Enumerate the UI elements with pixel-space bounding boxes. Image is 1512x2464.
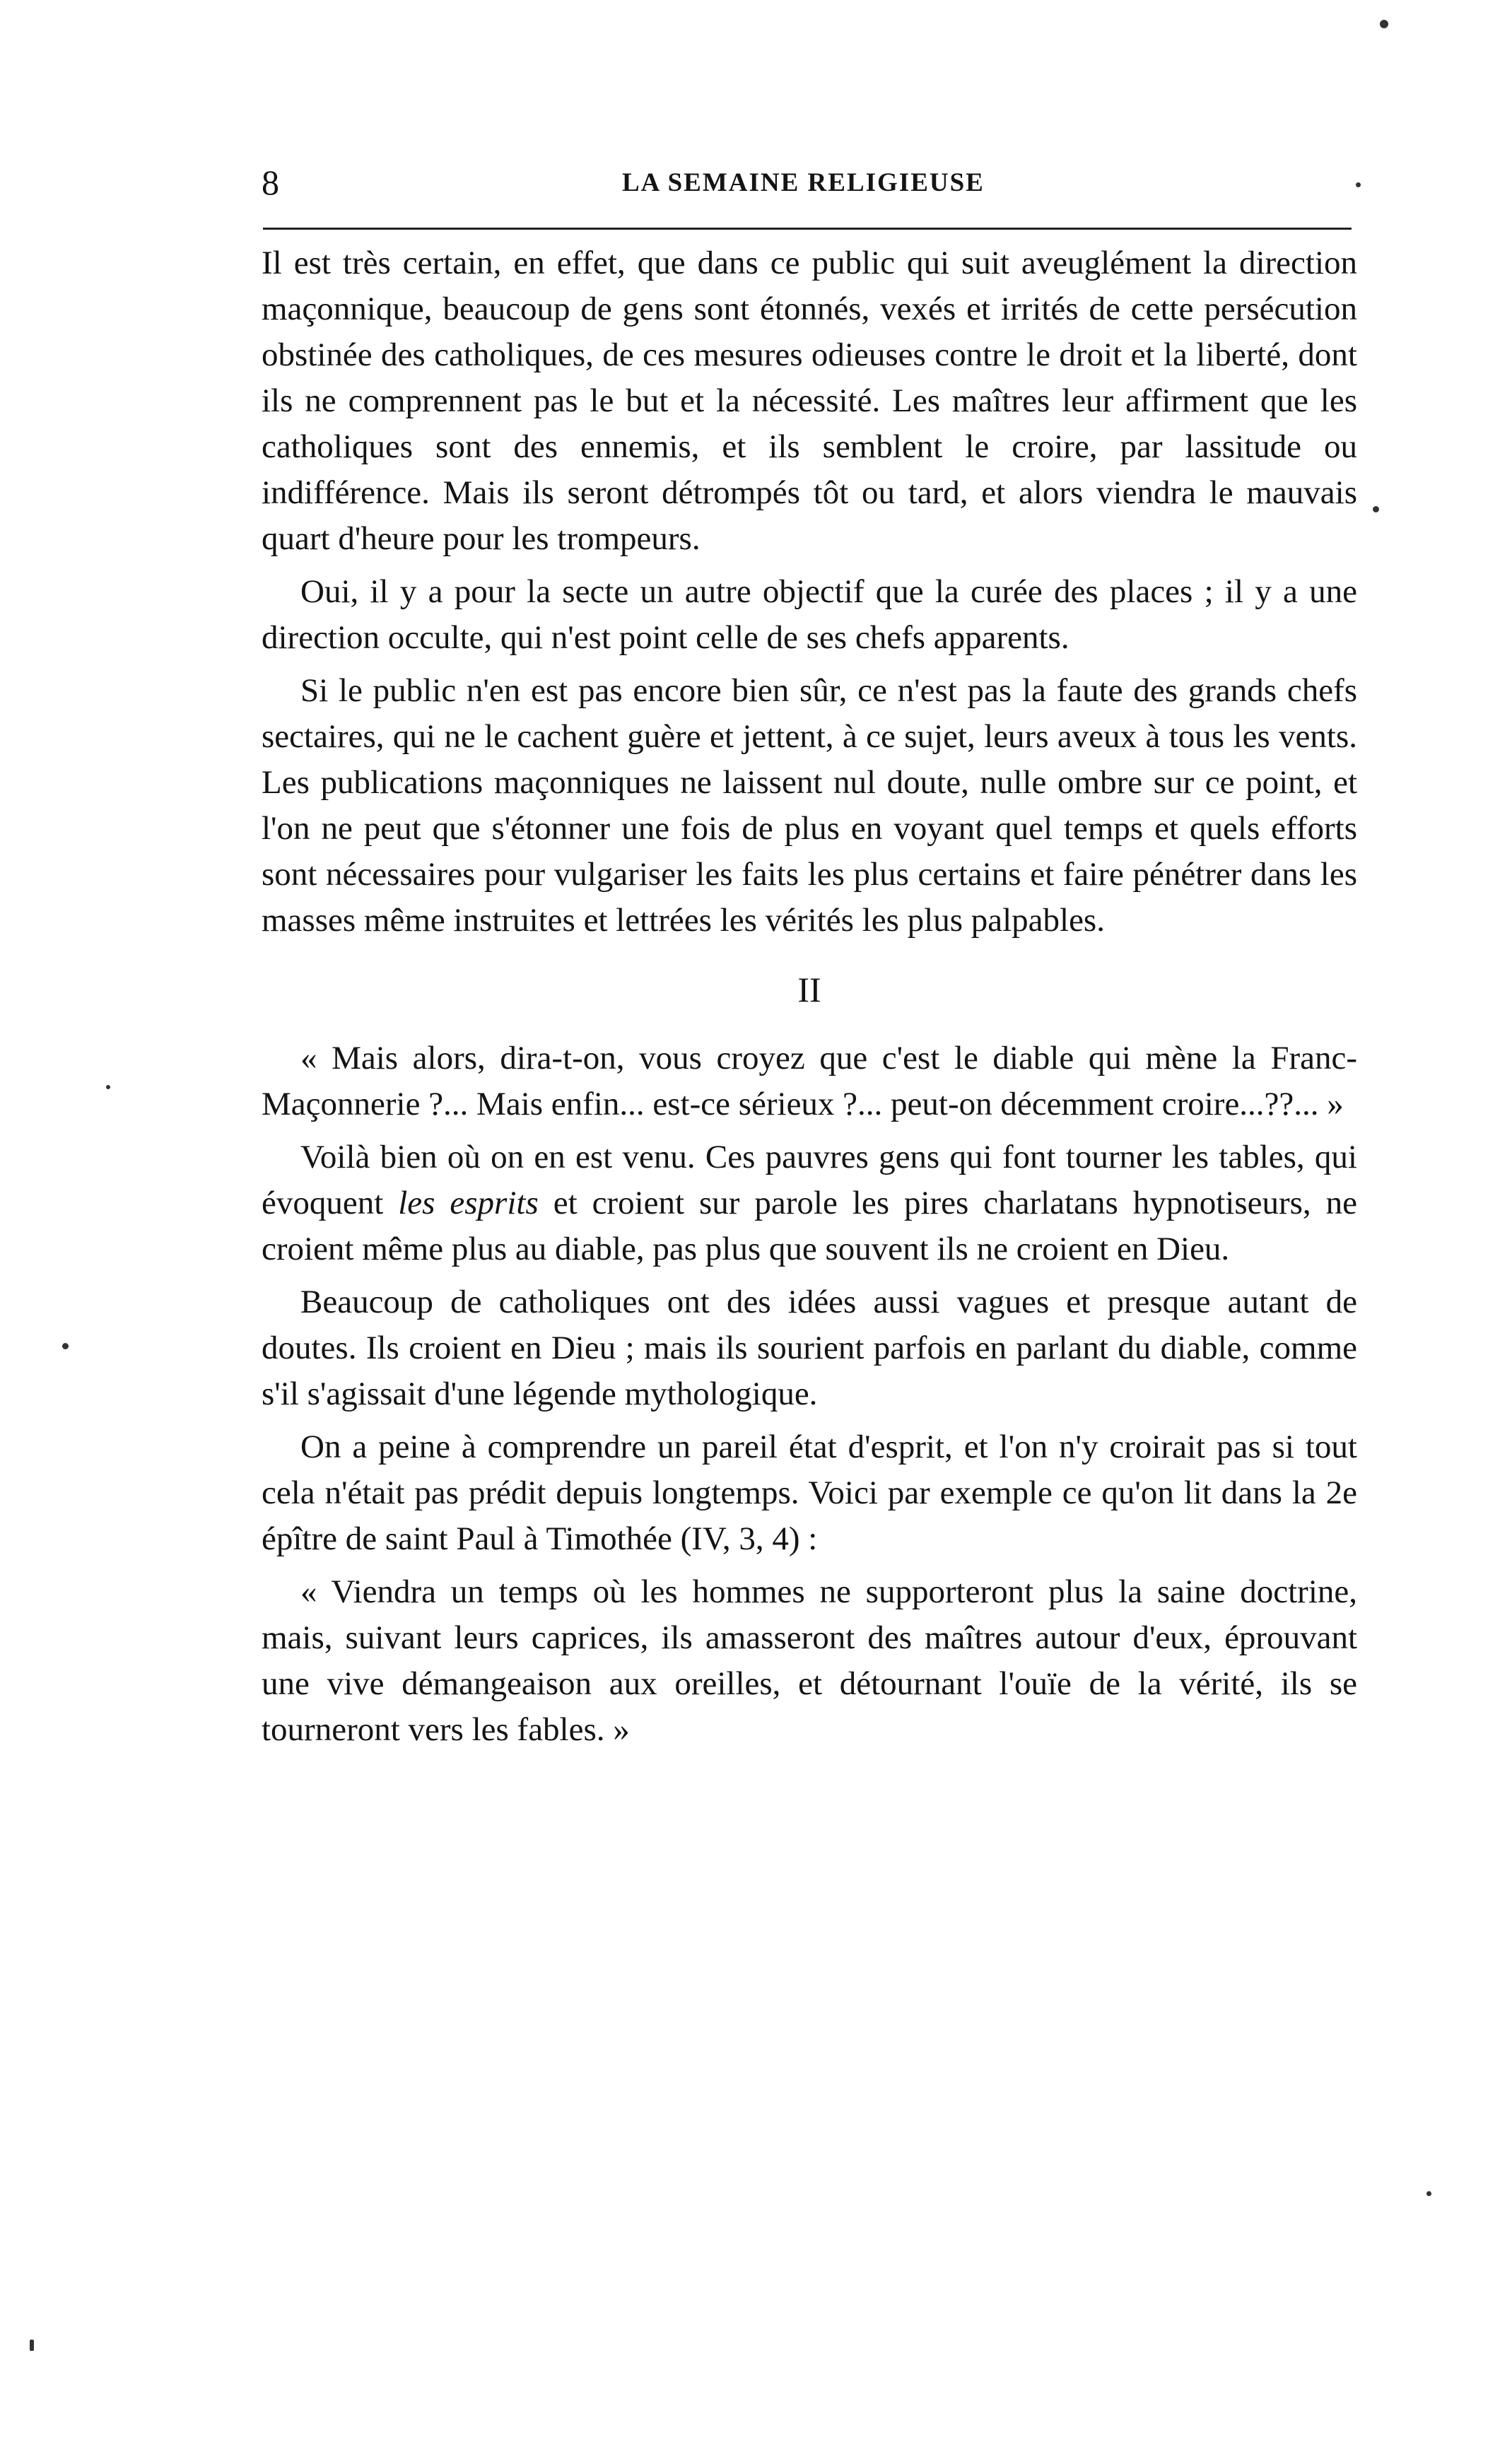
paragraph-5: Beaucoup de catholiques ont des idées aussi vagues et presque autant de doutes. Ils croient en Dieu ; mais ils sourient parfois en parlant du diable, comme s'il s'agissait d'une légende mythologique.	[262, 1284, 1357, 1412]
paragraph-4	[262, 1134, 1357, 1272]
scan-speck	[62, 1343, 69, 1349]
page-body	[262, 240, 1357, 1760]
scan-speck	[1373, 506, 1379, 512]
paragraph-6: On a peine à comprendre un pareil état d'esprit, et l'on n'y croirait pas si tout cela n'était pas prédit depuis longtemps. Voici par exemple ce qu'on lit dans la 2e épître de saint Paul à Timothée (IV, 3, 4) :	[262, 1428, 1357, 1557]
paragraph-4-italic: les esprits	[398, 1185, 539, 1221]
scan-speck	[1356, 182, 1361, 187]
running-title: LA SEMAINE RELIGIEUSE	[622, 168, 985, 197]
scan-speck	[30, 2340, 34, 2351]
paragraph-4-text-a: Voilà bien où on en est venu. Ces pauvres gens qui font tourner les tables, qui évoquent	[262, 1139, 1357, 1221]
paragraph-4-text-b: et croient sur parole les pires charlatans hypnotiseurs, ne croient même plus au diable, pas plus que souvent ils ne croient en Dieu.	[262, 1185, 1357, 1267]
page-header	[254, 161, 1357, 204]
page-number: 8	[262, 163, 279, 202]
scan-speck	[1426, 2191, 1431, 2196]
scan-speck	[106, 1085, 110, 1089]
paragraph-2: Oui, il y a pour la secte un autre objectif que la curée des places ; il y a une direction occulte, qui n'est point celle de ses chefs apparents.	[262, 573, 1357, 656]
section-heading: II	[797, 970, 821, 1009]
opening-quote: « Mais alors, dira-t-on, vous croyez que c'est le diable qui mène la Franc-Maçonnerie ?... Mais enfin... est-ce sérieux ?... peut-on décemment croire...??... »	[262, 1040, 1357, 1122]
scan-speck	[1380, 20, 1388, 28]
paragraph-3: Si le public n'en est pas encore bien sûr, ce n'est pas la faute des grands chefs sectaires, qui ne le cachent guère et jettent, à ce sujet, leurs aveux à tous les vents. Les publications maçonniques ne laissent nul doute, nulle ombre sur ce point, et l'on ne peut que s'étonner une fois de plus en voyant quel temps et quels efforts sont nécessaires pour vulgariser les faits les plus certains et faire pénétrer dans les masses même instruites et lettrées les vérités les plus palpables.	[262, 672, 1357, 939]
header-rule	[263, 228, 1352, 230]
paragraph-1: Il est très certain, en effet, que dans ce public qui suit aveuglément la direction maçonnique, beaucoup de gens sont étonnés, vexés et irrités de cette persécution obstinée des catholiques, de ces mesures odieuses contre le droit et la liberté, dont ils ne comprennent pas le but et la nécessité. Les maîtres leur affirment que les catholiques sont des ennemis, et ils semblent le croire, par lassitude ou indifférence. Mais ils seront détrompés tôt ou tard, et alors viendra le mauvais quart d'heure pour les trompeurs.	[262, 245, 1357, 557]
closing-quote: « Viendra un temps où les hommes ne supporteront plus la saine doctrine, mais, suivant leurs caprices, ils amasseront des maîtres autour d'eux, éprouvant une vive démangeaison aux oreilles, et détournant l'ouïe de la vérité, ils se tourneront vers les fables. »	[262, 1573, 1357, 1748]
